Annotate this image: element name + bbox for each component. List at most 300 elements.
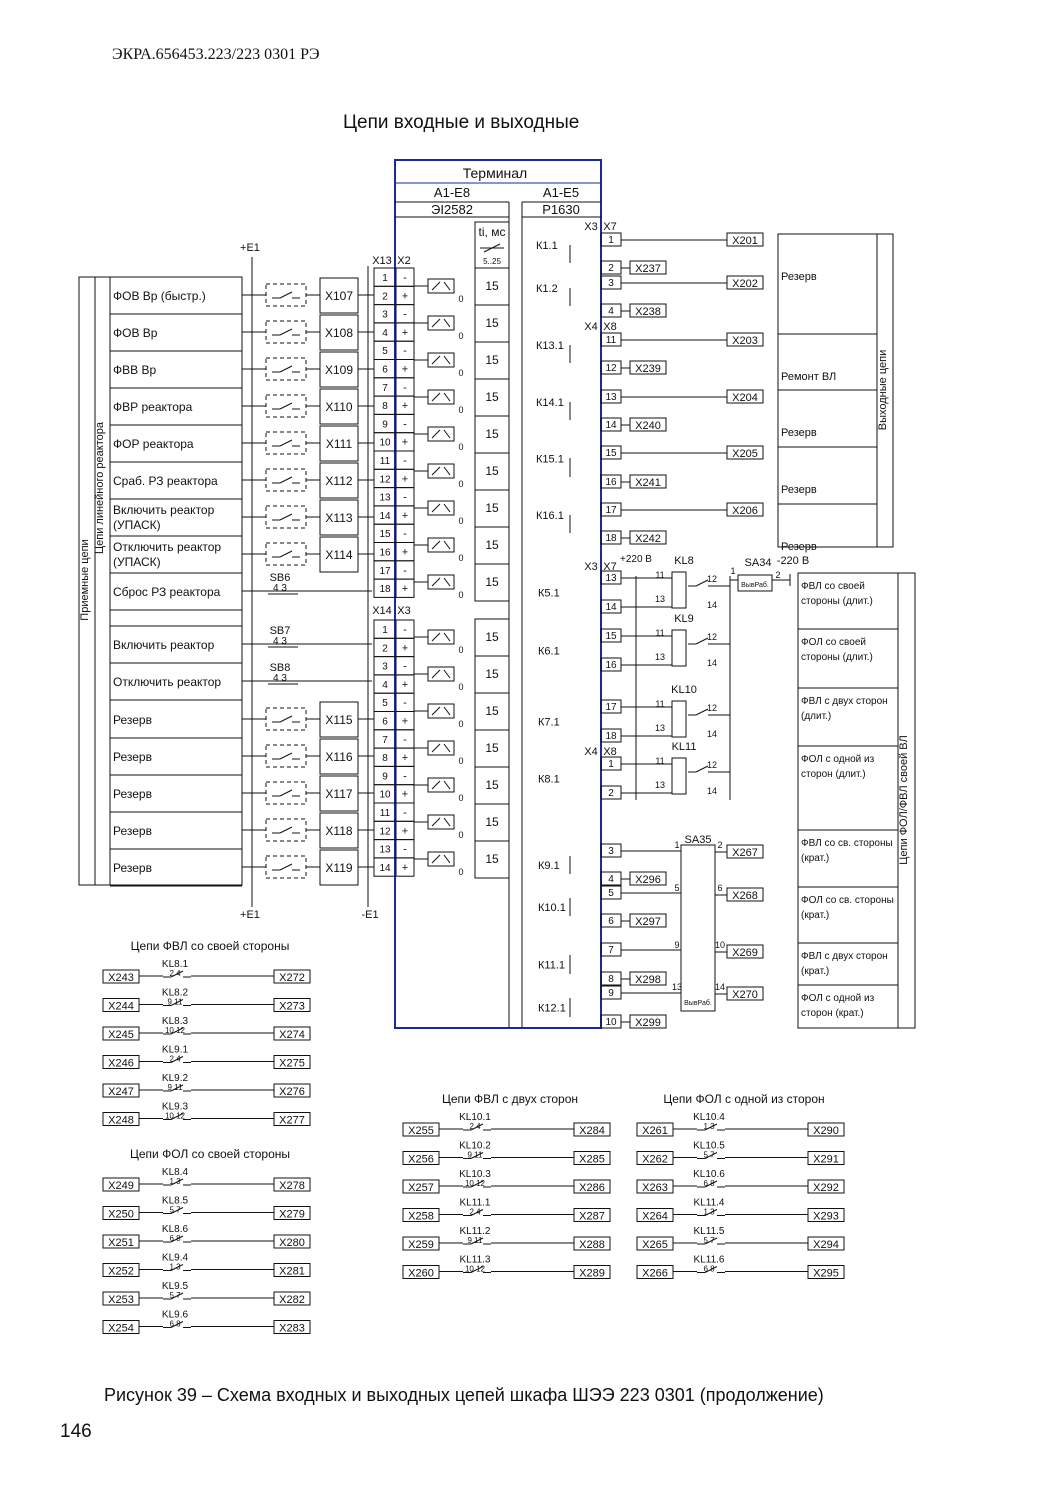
kl-pin: 11 (655, 628, 665, 638)
kl-pin: 14 (706, 786, 718, 796)
optocoupler-icon (428, 464, 454, 478)
table-title: Цепи ФОЛ с одной из сторон (663, 1092, 825, 1106)
contact-blade (280, 366, 292, 372)
optocoupler-diode (432, 430, 440, 438)
contact-blade (280, 440, 292, 446)
input-label: Включить реактор (113, 503, 215, 517)
output-box-label: Резерв (781, 427, 817, 439)
optocoupler-zero: 0 (458, 368, 464, 378)
x13-pin-num: 5 (382, 346, 388, 358)
time-value: 15 (485, 279, 499, 293)
contact-blade (280, 292, 292, 298)
kl-coil (672, 701, 686, 737)
kl-coil (672, 572, 686, 608)
time-value: 15 (485, 815, 499, 829)
optocoupler-zero: 0 (458, 682, 464, 692)
optocoupler-zero: 0 (458, 442, 464, 452)
x13-pin-num: 16 (379, 547, 391, 559)
relay-pin: 6 (608, 916, 614, 927)
input-label: Сброс РЗ реактора (113, 585, 221, 599)
relay-pin: 15 (605, 631, 617, 642)
optocoupler-zero: 0 (458, 516, 464, 526)
table-kl-label: KL11.2 (459, 1226, 491, 1237)
x-terminal-label: X292 (813, 1182, 839, 1194)
kl-coil (672, 758, 686, 794)
connector-x8: X8 (603, 321, 617, 333)
x13-pin-sign: + (401, 326, 409, 339)
relay-pin: 14 (605, 420, 617, 431)
input-label: Отключить реактор (113, 540, 222, 554)
optocoupler-icon (428, 667, 454, 681)
table-kl-pins: 2 4 (169, 1054, 181, 1064)
kl-pin: 12 (706, 632, 718, 642)
x13-pin-num: 17 (379, 565, 391, 577)
page-number: 146 (60, 1421, 92, 1442)
x-terminal-label: X205 (732, 448, 758, 460)
x13-pin-sign: + (401, 363, 409, 376)
optocoupler-diode (432, 541, 440, 549)
optocoupler-diode (432, 467, 440, 475)
time-value: 15 (485, 390, 499, 404)
relay-label: К5.1 (538, 587, 560, 600)
table-kl-label: KL9.5 (161, 1281, 189, 1292)
contact-blade (280, 477, 292, 483)
relay-pin: 12 (605, 363, 617, 374)
contact-blade (280, 864, 292, 870)
x-terminal-label: X259 (408, 1239, 434, 1251)
x13-pin-sign: + (401, 436, 409, 449)
fol-box-label: стороны (длит.) (801, 596, 873, 607)
kl-coil (672, 630, 686, 666)
optocoupler-icon (428, 852, 454, 866)
x-terminal-label: X249 (108, 1180, 134, 1192)
fol-box-label: ФВЛ со св. стороны (801, 838, 893, 849)
sb-button-label: SB7 (269, 625, 291, 637)
table-kl-pins: 1 3 (169, 1177, 181, 1186)
x-terminal-label: X264 (642, 1210, 668, 1223)
x-terminal-label: X268 (732, 890, 758, 902)
optocoupler-diode (432, 356, 440, 364)
x-input-label: X112 (325, 474, 353, 488)
relay-pin: 16 (605, 477, 617, 488)
connector-x4-mid: X4 (584, 746, 598, 758)
optocoupler-transistor (444, 319, 450, 327)
optocoupler-diode (432, 633, 440, 641)
x-terminal-label: X244 (108, 1000, 134, 1013)
optocoupler-icon (428, 704, 454, 718)
table-kl-label: KL10.3 (459, 1169, 491, 1180)
connector-x13: X13 (372, 255, 392, 267)
relay-pin: 5 (608, 888, 614, 899)
relay-label: К15.1 (536, 453, 564, 466)
x-terminal-label: X297 (635, 916, 661, 928)
x-terminal-label: X269 (732, 947, 758, 959)
terminal-title: Терминал (462, 165, 528, 181)
relay-label: К1.1 (536, 240, 558, 252)
x14-pin-sign: - (403, 770, 407, 783)
relay-pin: 17 (605, 505, 617, 516)
output-box-label: Резерв (781, 271, 817, 283)
group-linear-reactor: Цепи линейного реактора (94, 421, 106, 555)
sa35-pin: 14 (714, 982, 726, 992)
optocoupler-transistor (444, 541, 450, 549)
relay-pin: 4 (608, 306, 614, 317)
relay-label: К16.1 (536, 510, 564, 522)
x-terminal-label: X295 (813, 1267, 839, 1280)
contact-blade (280, 716, 292, 722)
table-kl-pins: 9 11 (467, 1236, 483, 1245)
x13-pin-num: 13 (379, 492, 391, 504)
x-terminal-label: X258 (408, 1210, 434, 1223)
x-terminal-label: X237 (635, 263, 661, 275)
sa35-switch (681, 845, 715, 1011)
relay-label: К12.1 (538, 1002, 566, 1015)
x-terminal-label: X204 (732, 392, 758, 404)
x-terminal-label: X239 (635, 363, 661, 375)
x14-pin-num: 12 (379, 826, 391, 838)
kl-pin: 11 (655, 570, 665, 580)
table-kl-label: KL10.6 (693, 1169, 725, 1180)
x13-pin-sign: - (403, 491, 407, 504)
table-kl-pins: 2 4 (469, 1122, 481, 1131)
output-box-label: Ремонт ВЛ (781, 371, 837, 383)
optocoupler-icon (428, 630, 454, 644)
relay-label: К11.1 (538, 959, 566, 972)
x-terminal-label: X252 (108, 1265, 134, 1278)
fol-box-label: (длит.) (801, 711, 832, 722)
contact-blade (280, 403, 292, 409)
x14-pin-num: 6 (382, 716, 388, 728)
x14-pin-num: 10 (379, 789, 391, 801)
relay-pin: 1 (608, 235, 614, 246)
sa34-pin: 1 (730, 566, 736, 576)
optocoupler-icon (428, 815, 454, 829)
x-terminal-label: X250 (108, 1208, 134, 1221)
x13-pin-sign: - (403, 564, 407, 577)
kl-pin: 13 (654, 594, 666, 604)
x-terminal-label: X287 (579, 1210, 605, 1223)
optocoupler-transistor (444, 744, 450, 752)
table-kl-pins: 5 7 (169, 1205, 181, 1215)
x14-pin-sign: - (403, 807, 407, 819)
sa35-name: SA35 (684, 834, 712, 846)
table-kl-label: KL10.2 (459, 1140, 491, 1152)
group-output-chains: Выходные цепи (877, 349, 889, 431)
sa35-pin: 9 (674, 940, 680, 950)
x-terminal-label: X270 (732, 989, 758, 1001)
x14-pin-num: 13 (379, 844, 391, 856)
optocoupler-icon (428, 538, 454, 552)
kl-relay-label: KL10 (671, 684, 697, 696)
optocoupler-zero: 0 (458, 645, 464, 655)
x-input-label: X111 (325, 437, 353, 451)
x-terminal-label: X243 (108, 972, 134, 984)
x13-pin-num: 1 (382, 273, 388, 284)
output-box-label: Резерв (781, 541, 817, 553)
x-input-label: X117 (325, 787, 353, 801)
doc-code: ЭКРА.656453.223/223 0301 РЭ (112, 46, 320, 63)
x13-pin-num: 3 (382, 309, 388, 321)
input-label: (УПАСК) (113, 555, 161, 569)
fol-box-label: ФВЛ с двух сторон (801, 951, 888, 962)
x13-pin-sign: + (401, 583, 409, 596)
x13-pin-sign: + (401, 400, 409, 413)
optocoupler-icon (428, 575, 454, 589)
x-input-label: X115 (325, 713, 353, 727)
x14-pin-num: 5 (382, 698, 388, 710)
relay-label: К6.1 (538, 645, 560, 658)
optocoupler-zero: 0 (458, 405, 464, 415)
x-terminal-label: X281 (279, 1265, 305, 1278)
optocoupler-transistor (444, 818, 450, 826)
optocoupler-zero: 0 (458, 331, 464, 341)
time-value: 15 (485, 427, 499, 441)
optocoupler-diode (432, 504, 440, 512)
x-terminal-label: X238 (635, 306, 661, 318)
optocoupler-transistor (444, 393, 450, 401)
relay-pin: 18 (605, 533, 617, 544)
figure-caption: Рисунок 39 – Схема входных и выходных цепей шкафа ШЭЭ 223 0301 (продолжение) (104, 1385, 824, 1405)
x13-pin-num: 4 (382, 327, 388, 339)
relay-label: К14.1 (536, 397, 564, 409)
table-kl-label: KL11.1 (459, 1197, 491, 1209)
kl-pin: 12 (706, 760, 718, 770)
connector-x7: X7 (603, 221, 617, 233)
optocoupler-diode (432, 818, 440, 826)
group-priemnye: Приемные цепи (79, 539, 91, 621)
x-terminal-label: X253 (108, 1294, 134, 1306)
x-input-label: X116 (325, 750, 353, 764)
x-terminal-label: X201 (732, 235, 758, 247)
x-terminal-label: X248 (108, 1114, 134, 1127)
input-label: (УПАСК) (113, 518, 161, 532)
fol-box-label: ФОЛ с одной из (801, 754, 875, 765)
sa35-pin: 1 (674, 840, 680, 850)
x-terminal-label: X278 (279, 1180, 305, 1192)
x-terminal-label: X274 (279, 1029, 305, 1041)
x-terminal-label: X276 (279, 1086, 305, 1098)
x-terminal-label: X256 (408, 1153, 434, 1166)
x-terminal-label: X242 (635, 533, 661, 545)
x14-pin-sign: + (401, 752, 409, 765)
relay-pin: 1 (608, 759, 614, 770)
x13-pin-sign: - (403, 528, 407, 541)
x-terminal-label: X294 (813, 1239, 839, 1251)
table-kl-pins: 6 8 (703, 1179, 715, 1188)
table-kl-pins: 6 8 (169, 1319, 181, 1329)
x-terminal-label: X257 (408, 1182, 434, 1194)
x13-pin-num: 8 (382, 401, 388, 413)
kl-pin: 13 (654, 780, 666, 790)
optocoupler-transistor (444, 670, 450, 678)
time-value: 15 (485, 501, 499, 515)
table-kl-label: KL10.4 (693, 1112, 725, 1123)
x-terminal-label: X298 (635, 974, 661, 986)
time-value: 15 (485, 667, 499, 681)
sa35-pin: 5 (674, 883, 680, 893)
input-label: ФОВ Вр (113, 326, 158, 340)
time-value: 15 (485, 630, 499, 644)
contact-blade (280, 551, 292, 557)
x14-pin-num: 4 (382, 679, 388, 691)
table-kl-label: KL11.4 (693, 1197, 725, 1209)
supply-minus-220: -220 В (776, 555, 810, 567)
x-terminal-label: X279 (279, 1208, 305, 1221)
x-input-label: X110 (325, 400, 353, 414)
x14-pin-sign: + (401, 861, 409, 874)
x13-pin-num: 12 (379, 474, 391, 486)
optocoupler-icon (428, 427, 454, 441)
x-terminal-label: X283 (279, 1322, 305, 1335)
kl-pin: 12 (706, 574, 718, 584)
sb-button-label: SB6 (269, 572, 291, 584)
contact-blade (280, 329, 292, 335)
input-label: Резерв (113, 824, 152, 838)
table-kl-label: KL8.4 (161, 1167, 189, 1178)
input-label: ФОР реактора (113, 437, 194, 451)
x-terminal-label: X288 (579, 1239, 605, 1251)
input-label: Резерв (113, 750, 152, 764)
relay-label: К10.1 (538, 902, 566, 914)
x-terminal-label: X293 (813, 1210, 839, 1223)
x-terminal-label: X263 (642, 1182, 668, 1194)
connector-x2: X2 (397, 255, 411, 267)
optocoupler-icon (428, 279, 454, 293)
table-title: Цепи ФОЛ со своей стороны (129, 1147, 291, 1161)
optocoupler-zero: 0 (458, 756, 464, 766)
table-kl-pins: 1 3 (169, 1262, 181, 1272)
kl-pin: 13 (654, 652, 666, 662)
input-label: Сраб. РЗ реактора (113, 474, 218, 488)
x-terminal-label: X286 (579, 1182, 605, 1194)
x-terminal-label: X203 (732, 335, 758, 347)
kl-pin: 14 (706, 600, 718, 610)
optocoupler-zero: 0 (458, 793, 464, 803)
table-kl-pins: 6 8 (169, 1234, 181, 1243)
x13-pin-sign: + (401, 473, 409, 486)
time-header: ti, мс (478, 225, 506, 239)
fol-box-label: (крат.) (801, 853, 830, 864)
x-terminal-label: X262 (642, 1153, 668, 1166)
sb-button-label: SB8 (269, 662, 291, 674)
x-input-label: X108 (324, 326, 354, 340)
x14-pin-num: 11 (379, 808, 391, 819)
optocoupler-transistor (444, 578, 450, 586)
relay-pin: 13 (605, 573, 617, 584)
optocoupler-transistor (444, 633, 450, 641)
fol-box-label: (крат.) (801, 910, 830, 921)
x13-pin-sign: + (401, 290, 409, 303)
x13-pin-sign: + (401, 546, 409, 559)
x14-pin-num: 7 (382, 734, 388, 746)
sa34-name: SA34 (744, 557, 772, 569)
table-kl-label: KL8.2 (161, 987, 189, 999)
optocoupler-transistor (444, 356, 450, 364)
x-terminal-label: X290 (813, 1125, 839, 1137)
table-kl-label: KL11.3 (459, 1254, 491, 1266)
table-kl-pins: 9 11 (467, 1150, 483, 1160)
table-kl-pins: 1 3 (703, 1122, 715, 1131)
x14-pin-sign: + (401, 715, 409, 728)
x14-pin-sign: + (401, 642, 409, 655)
kl-pin: 11 (655, 756, 665, 766)
fol-box-label: (крат.) (801, 966, 830, 977)
x-input-label: X107 (324, 289, 354, 303)
optocoupler-zero: 0 (458, 830, 464, 840)
relay-pin: 2 (608, 263, 614, 274)
input-label: ФВР реактора (113, 400, 193, 414)
x14-pin-sign: - (403, 733, 407, 746)
relay-pin: 7 (608, 945, 614, 956)
x13-pin-num: 18 (379, 584, 391, 596)
x13-pin-num: 9 (382, 419, 388, 431)
group-fol-fvl: Цепи ФОЛ/ФВЛ своей ВЛ (898, 735, 910, 865)
x14-pin-sign: + (401, 678, 409, 691)
x13-pin-num: 14 (379, 510, 391, 522)
optocoupler-icon (428, 353, 454, 367)
x13-pin-sign: - (403, 418, 407, 431)
table-kl-pins: 2 4 (469, 1207, 481, 1217)
optocoupler-icon (428, 501, 454, 515)
kl-pin: 12 (706, 703, 718, 713)
table-kl-pins: 9 11 (167, 1083, 183, 1092)
x-input-label: X119 (325, 861, 353, 875)
fol-box-label: ФОЛ со св. стороны (801, 895, 894, 906)
x-terminal-label: X273 (279, 1000, 305, 1013)
x-terminal-label: X266 (642, 1267, 668, 1280)
sa34-label: ВывРаб. (741, 582, 769, 589)
relay-pin: 2 (608, 788, 614, 799)
table-kl-label: KL8.6 (161, 1224, 189, 1235)
relay-pin: 3 (608, 846, 614, 857)
input-label: Резерв (113, 787, 152, 801)
right-model-label: Р1630 (542, 202, 580, 217)
table-kl-label: KL10.5 (693, 1140, 725, 1152)
table-kl-pins: 10 12 (464, 1179, 486, 1188)
table-kl-pins: 5 7 (703, 1236, 715, 1245)
time-hint: 5..25 (483, 257, 501, 266)
input-label: ФВВ Вр (113, 363, 157, 377)
sb-pins: 4 3 (273, 673, 287, 684)
connector-x7-mid: X7 (603, 561, 617, 573)
x14-pin-sign: + (401, 788, 409, 801)
x-terminal-label: X282 (279, 1294, 305, 1306)
kl-pin: 14 (706, 658, 718, 668)
optocoupler-icon (428, 741, 454, 755)
connector-x3-right: X3 (584, 221, 598, 233)
kl-relay-label: KL11 (671, 741, 697, 753)
table-kl-label: KL9.6 (161, 1309, 189, 1321)
table-kl-pins: 2 4 (169, 969, 181, 978)
time-value: 15 (485, 538, 499, 552)
x-input-label: X113 (325, 511, 353, 525)
x13-pin-num: 2 (382, 291, 388, 303)
left-unit-label: А1-Е8 (433, 185, 471, 200)
relay-pin: 18 (605, 731, 617, 742)
time-value: 15 (485, 575, 499, 589)
x14-pin-sign: - (403, 624, 407, 636)
x13-pin-num: 15 (379, 529, 391, 541)
x-terminal-label: X272 (279, 972, 305, 984)
optocoupler-icon (428, 316, 454, 330)
optocoupler-zero: 0 (458, 294, 464, 304)
time-value: 15 (485, 852, 499, 866)
sa35-pin: 13 (671, 982, 683, 992)
x-terminal-label: X241 (635, 477, 661, 489)
optocoupler-zero: 0 (458, 590, 464, 600)
x14-pin-sign: - (403, 697, 407, 710)
table-kl-pins: 1 3 (703, 1207, 715, 1217)
